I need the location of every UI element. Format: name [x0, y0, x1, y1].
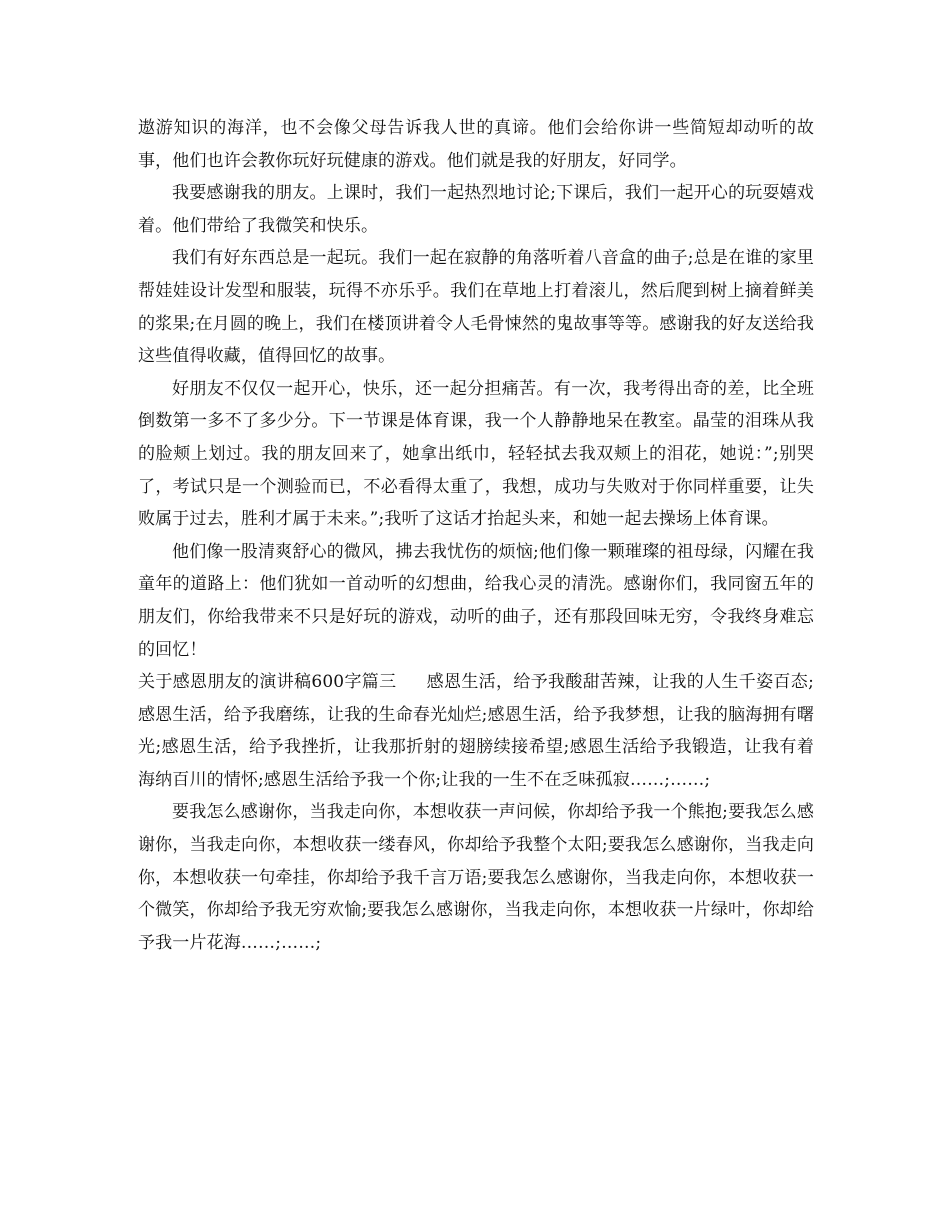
paragraph-2: 我要感谢我的朋友。上课时，我们一起热烈地讨论;下课后，我们一起开心的玩耍嬉戏着。他们带给了我微笑和快乐。: [138, 183, 814, 236]
paragraph-4: 好朋友不仅仅一起开心，快乐，还一起分担痛苦。有一次，我考得出奇的差，比全班倒数第一多不了多少分。下一节课是体育课，我一个人静静地呆在教室。晶莹的泪珠从我的脸颊上划过。我的朋友回来了，她拿出纸巾，轻轻拭去我双颊上的泪花，她说：”;别哭了，考试只是一个测验而已，不必看得太重了，我想，成功与失败对于你同样重要，让失败属于过去，胜利才属于未来。”;我听了这话才抬起头来，和她一起去操场上体育课。: [138, 378, 814, 530]
document-page: [138, 112, 814, 959]
paragraph-5: 他们像一股清爽舒心的微风，拂去我忧伤的烦恼;他们像一颗璀璨的祖母绿，闪耀在我童年的道路上：他们犹如一首动听的幻想曲，给我心灵的清洗。感谢你们，我同窗五年的朋友们，你给我带来不只是好玩的游戏，动听的曲子，还有那段回味无穷，令我终身难忘的回忆！: [138, 541, 814, 660]
section-paragraph: [138, 666, 814, 796]
closing-paragraph: 要我怎么感谢你，当我走向你，本想收获一声问候，你却给予我一个熊抱;要我怎么感谢你，当我走向你，本想收获一缕春风，你却给予我整个太阳;要我怎么感谢你，当我走向你，本想收获一句牵挂，你却给予我千言万语;要我怎么感谢你，当我走向你，本想收获一个微笑，你却给予我无穷欢愉;要我怎么感谢你，当我走向你，本想收获一片绿叶，你却给予我一片花海……;……;: [138, 802, 814, 953]
paragraph-3: 我们有好东西总是一起玩。我们一起在寂静的角落听着八音盒的曲子;总是在谁的家里帮娃娃设计发型和服装，玩得不亦乐乎。我们在草地上打着滚儿，然后爬到树上摘着鲜美的浆果;在月圆的晚上，我们在楼顶讲着令人毛骨悚然的鬼故事等等。感谢我的好友送给我这些值得收藏，值得回忆的故事。: [138, 248, 814, 367]
paragraph-1: 遨游知识的海洋，也不会像父母告诉我人世的真谛。他们会给你讲一些简短却动听的故事，他们也许会教你玩好玩健康的游戏。他们就是我的好朋友，好同学。: [138, 118, 814, 171]
section-text: 感恩生活，给予我酸甜苦辣，让我的人生千姿百态;感恩生活，给予我磨练，让我的生命春光灿烂;感恩生活，给予我梦想，让我的脑海拥有曙光;感恩生活，给予我挫折，让我那折射的翅膀续接希望;感恩生活给予我锻造，让我有着海纳百川的情怀;感恩生活给予我一个你;让我的一生不在乏味孤寂……;……;: [138, 672, 814, 790]
section-heading: 关于感恩朋友的演讲稿600字篇三: [138, 672, 397, 693]
